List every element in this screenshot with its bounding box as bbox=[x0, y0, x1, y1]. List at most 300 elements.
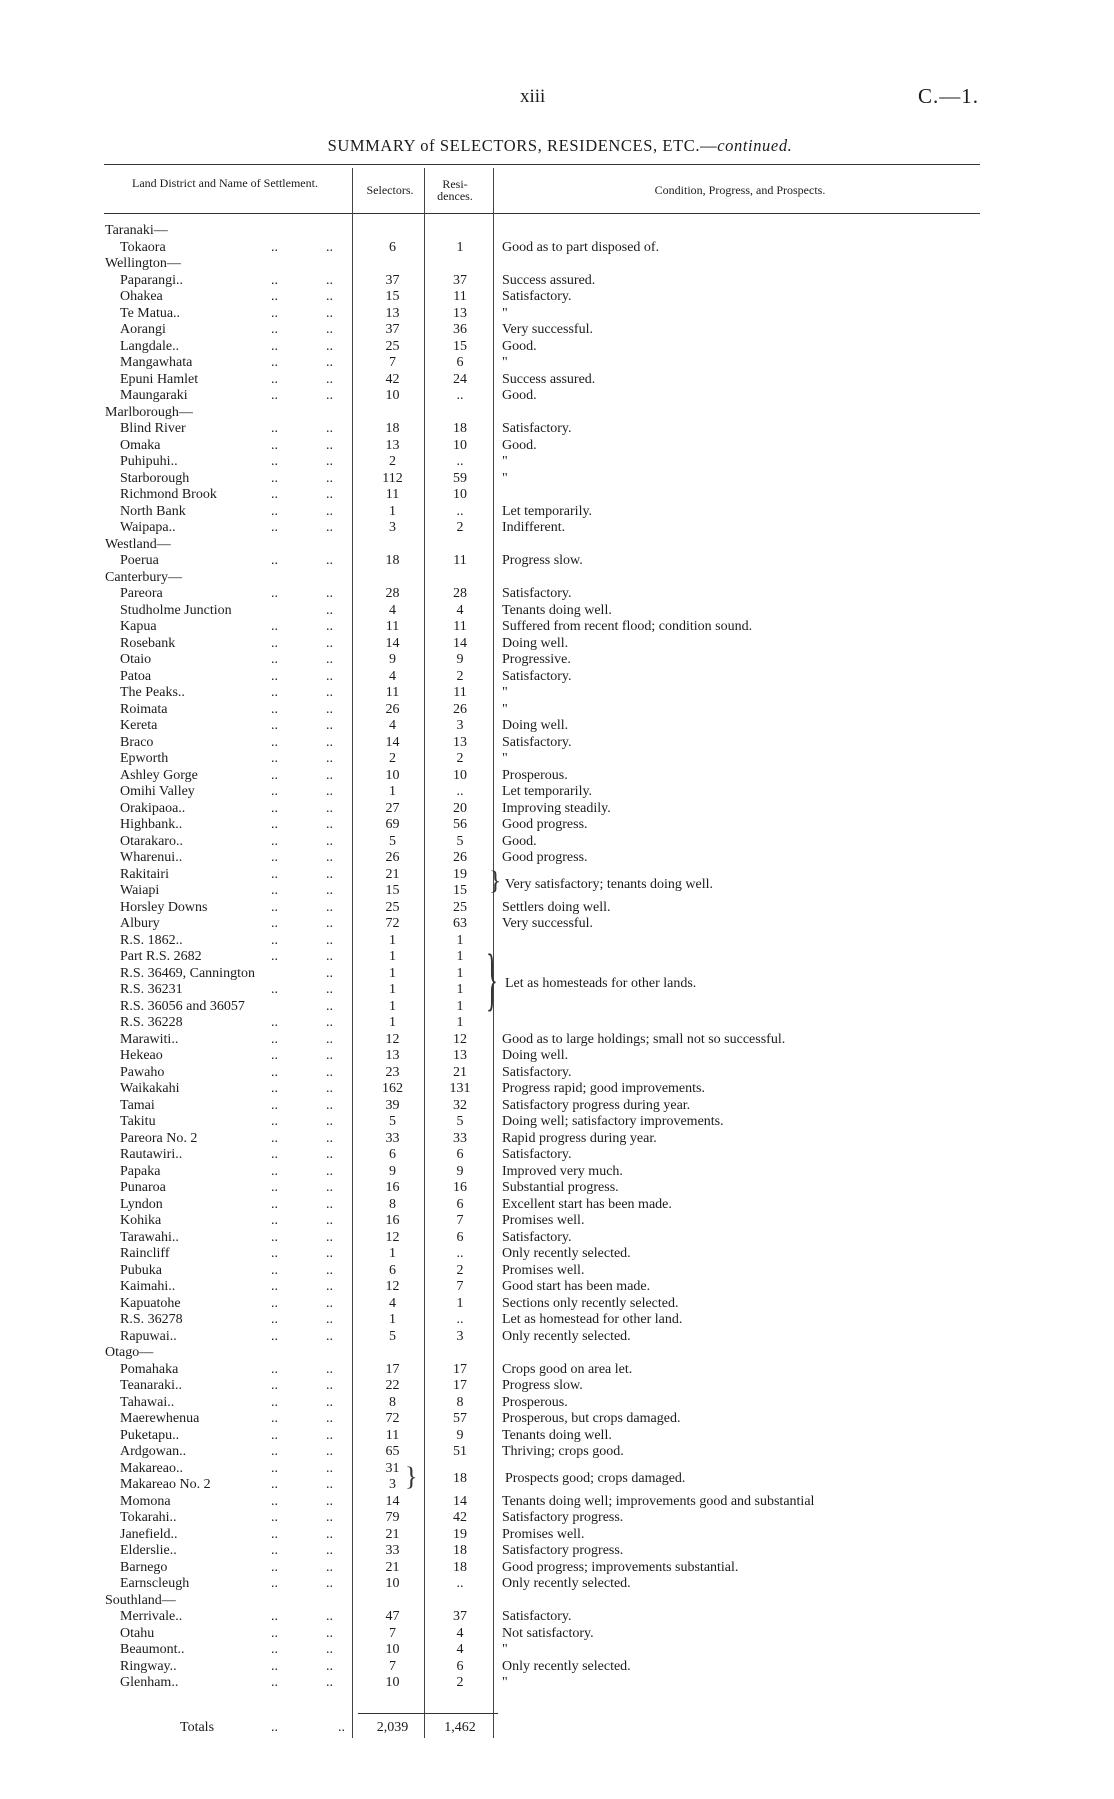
selectors-cell: 42 bbox=[385, 371, 400, 387]
table-row bbox=[0, 1543, 1114, 1560]
leader-dots: .. bbox=[271, 817, 278, 832]
selectors-cell: 23 bbox=[385, 1064, 400, 1080]
table-row bbox=[0, 619, 1114, 636]
brace-rakitairi-icon: } bbox=[489, 866, 502, 895]
leader-dots: .. bbox=[326, 1196, 333, 1212]
condition-cell: Only recently selected. bbox=[502, 1246, 631, 1261]
condition-cell: Satisfactory. bbox=[502, 668, 572, 684]
leader-dots: .. bbox=[271, 1114, 278, 1129]
header-residences: Resi-dences. bbox=[437, 177, 473, 203]
leader-dots: .. bbox=[326, 322, 333, 337]
leader-dots: .. bbox=[271, 1262, 278, 1278]
totals-rule bbox=[358, 1713, 498, 1714]
selectors-cell: 6 bbox=[389, 239, 396, 255]
leader-dots: .. bbox=[271, 355, 278, 370]
leader-dots: .. bbox=[326, 1114, 333, 1129]
table-row bbox=[0, 1659, 1114, 1676]
table-row bbox=[0, 916, 1114, 933]
residences-cell: 4 bbox=[456, 1625, 464, 1641]
leader-dots: .. bbox=[271, 751, 278, 766]
selectors-cell: 6 bbox=[389, 1262, 396, 1278]
residences-cell: 7 bbox=[456, 1213, 464, 1228]
leader-dots: .. bbox=[326, 520, 333, 535]
condition-cell: Only recently selected. bbox=[502, 1328, 631, 1344]
settlement-name: Ohakea bbox=[120, 289, 163, 304]
residences-cell: 2 bbox=[456, 1675, 464, 1690]
leader-dots: .. bbox=[271, 1295, 278, 1311]
table-row bbox=[0, 273, 1114, 290]
condition-cell: Improved very much. bbox=[502, 1163, 623, 1179]
leader-dots: .. bbox=[271, 272, 278, 288]
residences-cell: .. bbox=[456, 454, 464, 469]
table-row bbox=[0, 1180, 1114, 1197]
table-row bbox=[0, 1065, 1114, 1082]
leader-dots: .. bbox=[326, 767, 333, 783]
leader-dots: .. bbox=[271, 1460, 278, 1476]
leader-dots: .. bbox=[271, 883, 278, 898]
table-row bbox=[0, 471, 1114, 488]
selectors-cell: 1 bbox=[389, 998, 396, 1014]
settlement-name: Poerua bbox=[120, 553, 159, 568]
condition-cell: Sections only recently selected. bbox=[502, 1295, 679, 1311]
totals-row bbox=[0, 1718, 1114, 1738]
selectors-cell: 15 bbox=[385, 289, 400, 304]
residences-cell: 11 bbox=[453, 619, 467, 634]
table-row bbox=[0, 685, 1114, 702]
leader-dots: .. bbox=[271, 1543, 278, 1558]
residences-cell: 2 bbox=[456, 1262, 464, 1278]
condition-cell: " bbox=[502, 454, 508, 469]
settlement-name: Takitu bbox=[120, 1114, 156, 1129]
condition-cell: Good as to part disposed of. bbox=[502, 239, 660, 255]
table-row bbox=[0, 1279, 1114, 1296]
settlement-name: Glenham.. bbox=[120, 1675, 179, 1690]
leader-dots: .. bbox=[271, 388, 278, 403]
leader-dots: .. bbox=[271, 1625, 278, 1641]
settlement-name: Paparangi.. bbox=[120, 272, 183, 288]
residences-cell: 56 bbox=[453, 817, 467, 832]
table-row bbox=[0, 1642, 1114, 1659]
selectors-cell: 13 bbox=[385, 437, 400, 453]
leader-dots: .. bbox=[326, 371, 333, 387]
condition-cell: Indifferent. bbox=[502, 520, 566, 535]
settlement-name: Studholme Junction bbox=[120, 602, 232, 618]
selectors-cell: 17 bbox=[385, 1361, 400, 1377]
leader-dots: .. bbox=[326, 1378, 333, 1393]
residences-cell: 18 bbox=[453, 421, 467, 436]
leader-dots: .. bbox=[326, 1642, 333, 1657]
table-row bbox=[0, 652, 1114, 669]
district-heading-row bbox=[0, 405, 1114, 422]
condition-cell: Satisfactory. bbox=[502, 1147, 572, 1162]
condition-cell: Let temporarily. bbox=[502, 503, 593, 519]
leader-dots: .. bbox=[326, 965, 333, 981]
table-row bbox=[0, 817, 1114, 834]
settlement-name: Papaka bbox=[120, 1163, 161, 1179]
selectors-cell: 12 bbox=[385, 1279, 400, 1294]
settlement-name: R.S. 36056 and 36057 bbox=[120, 998, 245, 1014]
selectors-cell: 9 bbox=[389, 1163, 396, 1179]
leader-dots: .. bbox=[271, 1642, 278, 1657]
condition-cell: Satisfactory. bbox=[502, 421, 572, 436]
settlement-name: Teanaraki.. bbox=[120, 1378, 182, 1393]
table-row bbox=[0, 553, 1114, 570]
selectors-cell: 1 bbox=[389, 1015, 396, 1030]
residences-cell: 11 bbox=[453, 289, 467, 304]
leader-dots: .. bbox=[326, 1444, 333, 1459]
leader-dots: .. bbox=[271, 1444, 278, 1459]
leader-dots: .. bbox=[271, 1097, 278, 1113]
table-row bbox=[0, 520, 1114, 537]
district-heading-row bbox=[0, 223, 1114, 240]
condition-cell: Tenants doing well. bbox=[502, 602, 612, 618]
leader-dots: .. bbox=[326, 1394, 333, 1410]
residences-cell: 19 bbox=[453, 866, 467, 882]
leader-dots: .. bbox=[271, 1510, 278, 1525]
leader-dots: .. bbox=[271, 668, 278, 684]
selectors-cell: 5 bbox=[389, 1114, 396, 1129]
table-row bbox=[0, 1494, 1114, 1511]
leader-dots: .. bbox=[326, 635, 333, 651]
district-heading-row bbox=[0, 537, 1114, 554]
totals-label: Totals bbox=[180, 1720, 215, 1735]
selectors-cell: 10 bbox=[385, 388, 400, 403]
selectors-cell: 5 bbox=[389, 833, 396, 849]
table-row bbox=[0, 718, 1114, 735]
selectors-cell: 9 bbox=[389, 652, 396, 667]
leader-dots: .. bbox=[326, 916, 333, 931]
leader-dots: .. bbox=[326, 1493, 333, 1509]
residences-cell: 17 bbox=[453, 1378, 467, 1393]
condition-cell: Progress rapid; good improvements. bbox=[502, 1081, 705, 1096]
leader-dots: .. bbox=[326, 1015, 333, 1030]
leader-dots: .. bbox=[326, 421, 333, 436]
leader-dots: .. bbox=[271, 371, 278, 387]
residences-cell: 13 bbox=[453, 1048, 467, 1063]
table-row bbox=[0, 1230, 1114, 1247]
leader-dots: .. bbox=[271, 1576, 278, 1591]
table-row bbox=[0, 1395, 1114, 1412]
settlement-name: Patoa bbox=[120, 668, 152, 684]
selectors-cell: 12 bbox=[385, 1229, 400, 1245]
settlement-name: Omihi Valley bbox=[120, 784, 195, 799]
leader-dots: .. bbox=[326, 1246, 333, 1261]
settlement-name: Puhipuhi.. bbox=[120, 454, 178, 469]
settlement-name: R.S. 36231 bbox=[120, 982, 183, 997]
condition-cell: Very successful. bbox=[502, 322, 593, 337]
condition-cell: Thriving; crops good. bbox=[502, 1444, 624, 1459]
district-heading-row bbox=[0, 570, 1114, 587]
settlement-name: Tahawai.. bbox=[120, 1394, 175, 1410]
settlement-name: Puketapu.. bbox=[120, 1427, 180, 1443]
table-row bbox=[0, 289, 1114, 306]
leader-dots: .. bbox=[271, 833, 278, 849]
settlement-name: Otarakaro.. bbox=[120, 833, 183, 849]
leader-dots: .. bbox=[326, 272, 333, 288]
selectors-cell: 25 bbox=[385, 899, 400, 915]
table-row bbox=[0, 1296, 1114, 1313]
leader-dots: .. bbox=[271, 1526, 278, 1542]
leader-dots: .. bbox=[271, 916, 278, 931]
leader-dots: .. bbox=[326, 866, 333, 882]
leader-dots: .. bbox=[271, 1163, 278, 1179]
selectors-cell: 26 bbox=[385, 850, 400, 865]
leader-dots: .. bbox=[271, 1229, 278, 1245]
table-row bbox=[0, 1246, 1114, 1263]
settlement-name: Hekeao bbox=[120, 1048, 163, 1063]
residences-cell: 37 bbox=[453, 272, 467, 288]
residences-cell: 20 bbox=[453, 800, 467, 816]
leader-dots: .. bbox=[326, 1576, 333, 1591]
leader-dots: .. bbox=[326, 1477, 333, 1492]
table-row bbox=[0, 240, 1114, 257]
selectors-cell: 21 bbox=[385, 1526, 400, 1542]
title-suffix: continued. bbox=[717, 136, 793, 155]
leader-dots: .. bbox=[271, 800, 278, 816]
condition-cell: Progressive. bbox=[502, 652, 571, 667]
residences-cell: 11 bbox=[453, 553, 467, 568]
selectors-cell: 4 bbox=[389, 602, 396, 618]
leader-dots: .. bbox=[271, 619, 278, 634]
table-row bbox=[0, 801, 1114, 818]
selectors-cell: 1 bbox=[389, 503, 396, 519]
leader-dots: .. bbox=[271, 289, 278, 304]
leader-dots: .. bbox=[271, 899, 278, 915]
residences-cell: 63 bbox=[453, 916, 467, 931]
residences-cell: 6 bbox=[456, 1658, 464, 1674]
condition-cell: Crops good on area let. bbox=[502, 1361, 633, 1377]
leader-dots: .. bbox=[271, 338, 278, 354]
residences-cell: 9 bbox=[456, 652, 464, 667]
table-row bbox=[0, 1576, 1114, 1593]
leader-dots: .. bbox=[326, 437, 333, 453]
table-row bbox=[0, 1263, 1114, 1280]
leader-dots: .. bbox=[326, 503, 333, 519]
settlement-name: Raincliff bbox=[120, 1246, 170, 1261]
condition-cell: Progress slow. bbox=[502, 1378, 583, 1393]
selectors-cell: 21 bbox=[385, 1559, 400, 1575]
residences-cell: .. bbox=[456, 784, 464, 799]
leader-dots: .. bbox=[271, 652, 278, 667]
condition-cell: Improving steadily. bbox=[502, 800, 611, 816]
settlement-name: R.S. 36469, Cannington bbox=[120, 965, 255, 981]
leader-dots: .. bbox=[271, 239, 278, 255]
leader-dots: .. bbox=[271, 470, 278, 486]
selectors-cell: 1 bbox=[389, 932, 396, 948]
selectors-cell: 5 bbox=[389, 1328, 396, 1344]
condition-cell: Good progress. bbox=[502, 817, 588, 832]
residences-cell: 18 bbox=[453, 1543, 467, 1558]
residences-cell: 14 bbox=[453, 635, 467, 651]
settlement-name: Rautawiri.. bbox=[120, 1147, 183, 1162]
leader-dots: .. bbox=[271, 487, 278, 502]
table-row bbox=[0, 1131, 1114, 1148]
leader-dots: .. bbox=[271, 1361, 278, 1377]
leader-dots: .. bbox=[271, 784, 278, 799]
residences-cell: 15 bbox=[453, 338, 467, 354]
leader-dots: .. bbox=[326, 487, 333, 502]
leader-dots: .. bbox=[326, 1048, 333, 1063]
leader-dots: .. bbox=[326, 470, 333, 486]
selectors-cell: 10 bbox=[385, 1576, 400, 1591]
selectors-cell: 7 bbox=[389, 1658, 396, 1674]
district-heading-row bbox=[0, 256, 1114, 273]
leader-dots: .. bbox=[271, 1394, 278, 1410]
settlement-name: Waiapi bbox=[120, 883, 160, 898]
condition-cell: Promises well. bbox=[502, 1526, 585, 1542]
leader-dots: .. bbox=[326, 668, 333, 684]
table-row bbox=[0, 306, 1114, 323]
table-row bbox=[0, 751, 1114, 768]
selectors-cell: 1 bbox=[389, 982, 396, 997]
table-row bbox=[0, 603, 1114, 620]
brace-rs-group-icon: } bbox=[486, 941, 498, 1018]
table-row bbox=[0, 1197, 1114, 1214]
settlement-name: Marawiti.. bbox=[120, 1031, 179, 1047]
table-row bbox=[0, 1560, 1114, 1577]
leader-dots: .. bbox=[271, 1411, 278, 1426]
settlement-name: Makareao No. 2 bbox=[120, 1477, 211, 1492]
settlement-name: Rosebank bbox=[120, 635, 176, 651]
leader-dots: .. bbox=[271, 1196, 278, 1212]
condition-cell: Progress slow. bbox=[502, 553, 583, 568]
settlement-name: Rapuwai.. bbox=[120, 1328, 177, 1344]
leader-dots: .. bbox=[271, 1609, 278, 1624]
title-main: SUMMARY of SELECTORS, RESIDENCES, ETC.— bbox=[327, 136, 718, 155]
selectors-cell: 2 bbox=[389, 454, 396, 469]
condition-cell: Success assured. bbox=[502, 272, 596, 288]
selectors-cell: 31 bbox=[385, 1460, 400, 1476]
leader-dots: .. bbox=[271, 1031, 278, 1047]
condition-cell: Promises well. bbox=[502, 1213, 585, 1228]
table-row bbox=[0, 1609, 1114, 1626]
residences-cell: 10 bbox=[453, 487, 467, 502]
settlement-name: Kaimahi.. bbox=[120, 1279, 176, 1294]
selectors-cell: 15 bbox=[385, 883, 400, 898]
table-row bbox=[0, 1098, 1114, 1115]
leader-dots: .. bbox=[271, 718, 278, 733]
table-row bbox=[0, 504, 1114, 521]
condition-cell: " bbox=[502, 1675, 508, 1690]
residences-cell: 6 bbox=[456, 1147, 464, 1162]
residences-cell: 15 bbox=[453, 883, 467, 898]
settlement-name: Kohika bbox=[120, 1213, 162, 1228]
residences-cell: 4 bbox=[456, 1642, 464, 1657]
page-number: xiii bbox=[520, 86, 546, 107]
residences-cell: 3 bbox=[456, 718, 464, 733]
settlement-name: Langdale.. bbox=[120, 338, 180, 354]
leader-dots: .. bbox=[326, 685, 333, 700]
selectors-cell: 1 bbox=[389, 965, 396, 981]
leader-dots: .. bbox=[271, 850, 278, 865]
merged-makareao-cond: Prospects good; crops damaged. bbox=[505, 1471, 686, 1486]
selectors-cell: 72 bbox=[385, 1411, 400, 1426]
settlement-name: Momona bbox=[120, 1493, 171, 1509]
residences-cell: 6 bbox=[456, 1229, 464, 1245]
table-row bbox=[0, 1048, 1114, 1065]
leader-dots: .. bbox=[326, 289, 333, 304]
leader-dots: .. bbox=[271, 1493, 278, 1509]
condition-cell: Prosperous. bbox=[502, 767, 568, 783]
residences-cell: 33 bbox=[453, 1130, 467, 1146]
district-name: Southland— bbox=[105, 1592, 176, 1608]
selectors-cell: 10 bbox=[385, 1675, 400, 1690]
leader-dots: .. bbox=[271, 932, 278, 948]
residences-cell: 7 bbox=[456, 1279, 464, 1294]
condition-cell: Let as homestead for other land. bbox=[502, 1312, 683, 1327]
leader-dots: .. bbox=[326, 1312, 333, 1327]
leader-dots: .. bbox=[326, 883, 333, 898]
totals-residences: 1,462 bbox=[444, 1720, 476, 1735]
residences-cell: .. bbox=[456, 503, 464, 519]
residences-cell: 8 bbox=[456, 1394, 464, 1410]
selectors-cell: 8 bbox=[389, 1196, 396, 1212]
table-row bbox=[0, 322, 1114, 339]
selectors-cell: 1 bbox=[389, 784, 396, 799]
selectors-cell: 3 bbox=[389, 1477, 396, 1492]
settlement-name: Horsley Downs bbox=[120, 899, 208, 915]
leader-dots: .. bbox=[326, 1213, 333, 1228]
settlement-name: Pomahaka bbox=[120, 1361, 179, 1377]
table-row bbox=[0, 1164, 1114, 1181]
table-row bbox=[0, 1312, 1114, 1329]
residences-cell: 1 bbox=[456, 239, 464, 255]
residences-cell: 19 bbox=[453, 1526, 467, 1542]
leader-dots: .. bbox=[271, 1427, 278, 1443]
settlement-name: Maungaraki bbox=[120, 388, 188, 403]
table-row bbox=[0, 1362, 1114, 1379]
table-row bbox=[0, 1411, 1114, 1428]
selectors-cell: 33 bbox=[385, 1130, 400, 1146]
table-row bbox=[0, 669, 1114, 686]
leader-dots: .. bbox=[326, 454, 333, 469]
selectors-cell: 4 bbox=[389, 718, 396, 733]
table-row bbox=[0, 1213, 1114, 1230]
brace-makareao-icon: } bbox=[405, 1462, 418, 1491]
table-row bbox=[0, 999, 1114, 1016]
leader-dots: .. bbox=[326, 602, 333, 618]
leader-dots: .. bbox=[271, 553, 278, 568]
residences-cell: 1 bbox=[456, 932, 464, 948]
residences-cell: 26 bbox=[453, 850, 467, 865]
settlement-name: Pawaho bbox=[120, 1064, 165, 1080]
selectors-cell: 27 bbox=[385, 800, 400, 816]
residences-cell: 11 bbox=[453, 685, 467, 700]
residences-cell: 2 bbox=[456, 751, 464, 766]
condition-cell: Doing well. bbox=[502, 718, 569, 733]
residences-cell: 1 bbox=[456, 982, 464, 997]
selectors-cell: 28 bbox=[385, 586, 400, 601]
condition-cell: " bbox=[502, 305, 508, 321]
residences-cell: .. bbox=[456, 388, 464, 403]
condition-cell: Doing well. bbox=[502, 635, 569, 651]
residences-cell: 9 bbox=[456, 1163, 464, 1179]
settlement-name: Ringway.. bbox=[120, 1658, 177, 1674]
table-row bbox=[0, 784, 1114, 801]
table-row bbox=[0, 421, 1114, 438]
condition-cell: Very successful. bbox=[502, 916, 593, 931]
selectors-cell: 72 bbox=[385, 916, 400, 931]
settlement-name: R.S. 1862.. bbox=[120, 932, 183, 948]
settlement-name: Waipapa.. bbox=[120, 520, 176, 535]
leader-dots: .. bbox=[271, 1378, 278, 1393]
selectors-cell: 14 bbox=[385, 635, 400, 651]
condition-cell: Prosperous. bbox=[502, 1394, 568, 1410]
leader-dots: .. bbox=[326, 1295, 333, 1311]
leader-dots: .. bbox=[326, 1180, 333, 1195]
condition-cell: Good. bbox=[502, 338, 537, 354]
leader-dots: .. bbox=[271, 322, 278, 337]
